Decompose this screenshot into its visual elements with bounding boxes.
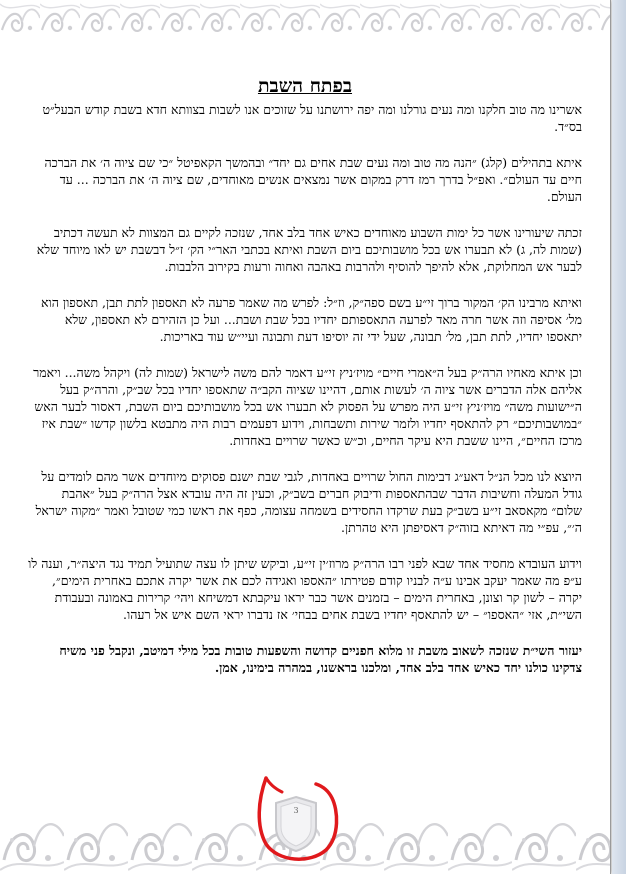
paragraph-7: וידוע העובדא מחסיד אחד שבא לפני רבו הרה״ק מרוז׳ין זי״ע, וביקש שיתן לו עצה שתועיל תמיד נגד היצה״ר, וענה לו ע״פ מה שאמר יעקב אבינו ע״ה לבניו קודם פטירתו ״האספו ואגידה לכם את אשר יקרה אתכם באחרית הימים״, יקרה – לשון קר וצונן, באחרית הימים – בזמנים אשר כבר יראו עיקבתא דמשיחא ויהי׳ קרירות באמונה ובעבודת השי״ת, אזי ״האספו״ – יש להתאסף יחדיו בשבת אחים בבחי׳ אז נדברו יראי השם איש אל רעהו. xyxy=(28,556,582,622)
closing-blessing-paragraph: יעזור השי״ת שנזכה לשאוב משבת זו מלוא חפניים קדושה והשפעות טובות בכל מילי דמיטב, ונקבל פני משיח צדקינו כולנו יחד כאיש אחד בלב אחד, ומלכנו בראשנו, במהרה בימינו, אמן. xyxy=(59,643,582,675)
paragraph-6: היוצא לנו מכל הנ״ל דאע״ג דבימות החול שרויים באחדות, לגבי שבת ישנם פסוקים מיוחדים אשר מהם לומדים על גודל המעלה וחשיבות הדבר שבהתאספות ודיבוק חברים בשב״ק, וכעין זה היה עובדא אצל הרה״ק בעל ״אהבת שלום״ מקאסאב זי״ע בשב״ק בעת שרקדו החסידים בשמחה עצומה, כפף את ראשו כמי שטובל ואמר ״מקוה ישראל ה׳״, עפ״י מה דאיתא בזוה״ק דאסיפתן היא טהרתן. xyxy=(35,469,582,535)
paragraph-5: וכן איתא מאחיו הרה״ק בעל ה״אמרי חיים״ מויז׳ניץ זי״ע דאמר להם משה לישראל (שמות לה) ויקהל משה... ויאמר אליהם אלה הדברים אשר ציוה ה׳ לעשות אותם, דהיינו שציוה הקב״ה שתאספו יחדיו בכל שב״ק, והרה״ק בעל ה״ישועות משה״ מויז׳ניץ זי״ע היה מפרש על הפסוק לא תבערו אש בכל מושבותיכם ביום השבת, דאסור לבער האש ״במושבותיכם״ רק להתאסף יחדיו ולזמר שירות ותשבחות, וידוע דפעמים רבות היה מתבטא בלשון קדשו ״שבת איז מרכז החיים״, היינו ששבת היא עיקר החיים, וכ״ש כאשר שרויים באחדות. xyxy=(33,365,582,448)
top-ornament-border xyxy=(0,0,610,38)
paragraph-4: ואיתא מרבינו הק׳ המקור ברוך זי״ע בשם ספה״ק, וז״ל: לפרש מה שאמר פרעה לא תאספון לתת תבן, תאספון הוא מל׳ אסיפה וזה אשר חרה מאד לפרעה התאספותם יחדיו בכל שבת ושבת... ועל כן הזהירם לא תאספון, שלא יתאספו יחדיו, לתת תבן, מל׳ תבונה, שעל ידי זה יוסיפו דעת ותבונה ועיי״ש עוד באריכות. xyxy=(41,295,582,344)
red-circle-annotation xyxy=(252,770,342,866)
paragraph-3: זכתה שיעורינו אשר כל ימות השבוע מאוחדים כאיש אחד בלב אחד, שנזכה לקיים גם המצוות לא תעשה דכתיב (שמות לה, ג) לא תבערו אש בכל מושבותיכם ביום השבת ואיתא בכתבי האר״י הק׳ ז״ל דבשבת יש לאו מיוחד שלא לבער אש המחלוקת, אלא להיפך להוסיף ולהרבות באהבה ואחוה ורעות בקירוב הלבבות. xyxy=(36,225,582,274)
page-number: 3 xyxy=(293,806,299,815)
document-title: בפתח השבת xyxy=(257,75,353,97)
document-body xyxy=(28,74,582,695)
viewer-right-gutter xyxy=(612,0,626,874)
paragraph-1: אשרינו מה טוב חלקנו ומה נעים גורלנו ומה יפה ירושתנו על שזוכים אנו לשבות בצוותא חדא בשבת קודש הבעל״ט בס״ד. xyxy=(42,102,582,134)
paragraph-2: איתא בתהילים (קלג) ״הנה מה טוב ומה נעים שבת אחים גם יחד״ ובהמשך הקאפיטל ״כי שם ציוה ה׳ את הברכה חיים עד העולם״. ואפ״ל בדרך רמז דרק במקום אשר נמצאים אנשים מאוחדים, שם ציוה ה׳ את הברכה ... עד העולם. xyxy=(44,155,582,204)
